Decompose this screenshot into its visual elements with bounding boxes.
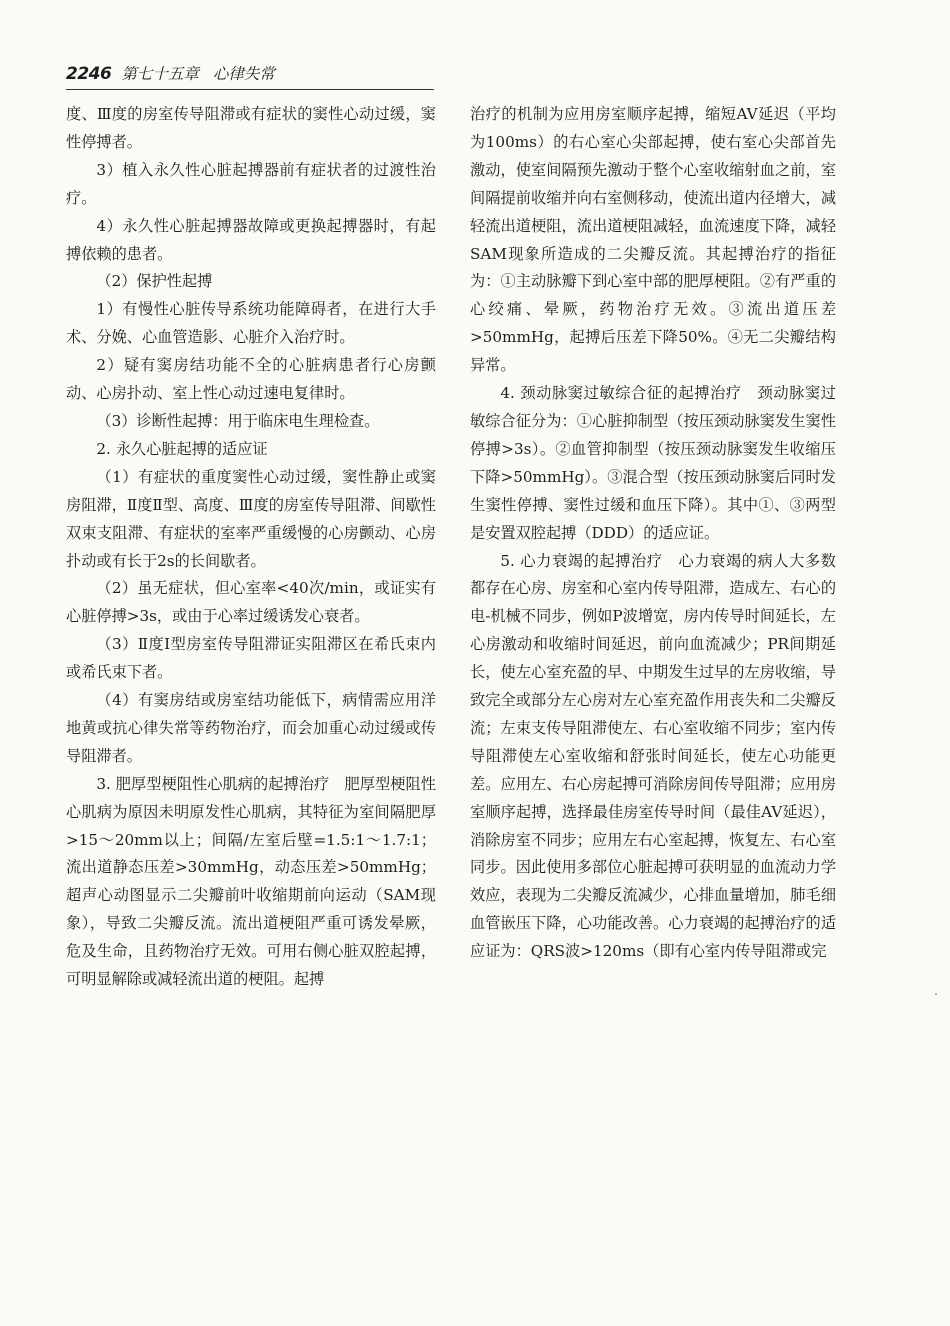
running-header <box>66 62 866 88</box>
paragraph: （3）诊断性起搏：用于临床电生理检查。 <box>96 411 380 430</box>
right-column <box>470 101 836 966</box>
chapter-title: 心律失常 <box>212 65 275 83</box>
paragraph: 治疗的机制为应用房室顺序起搏，缩短AV延迟（平均为100ms）的右心室心尖部起搏，使右室心尖部首先激动，使室间隔预先激动于整个心室收缩射血之前，室间隔提前收缩并向右室侧移动，使流出道内径增大，减轻流出道梗阻，流出道梗阻减轻，血流速度下降，减轻SAM现象所造成的二尖瓣反流。其起搏治疗的指征为：①主动脉瓣下到心室中部的肥厚梗阻。②有严重的心绞痛、晕厥，药物治疗无效。③流出道压差>50mmHg，起搏后压差下降50%。④无二尖瓣结构异常。 <box>470 105 836 375</box>
chapter-label: 第七十五章 <box>121 65 199 83</box>
scan-speck <box>935 993 937 995</box>
paragraph: 2）疑有窦房结功能不全的心脏病患者行心房颤动、心房扑动、室上性心动过速电复律时。 <box>66 356 436 403</box>
paragraph: （2）虽无症状，但心室率<40次/min，或证实有心脏停搏>3s，或由于心率过缓诱发心衰者。 <box>66 579 436 626</box>
paragraph: （3）Ⅱ度Ⅰ型房室传导阻滞证实阻滞区在希氏束内或希氏束下者。 <box>66 635 436 682</box>
paragraph: 3）植入永久性心脏起搏器前有症状者的过渡性治疗。 <box>66 160 436 207</box>
paragraph: 3. 肥厚型梗阻性心肌病的起搏治疗 肥厚型梗阻性心肌病为原因未明原发性心肌病，其特征为室间隔肥厚>15～20mm以上；间隔/左室后壁=1.5:1～1.7:1；流出道静态压差>30mmHg，动态压差>50mmHg；超声心动图显示二尖瓣前叶收缩期前向运动（SAM现象），导致二尖瓣反流。流出道梗阻严重可诱发晕厥，危及生命，且药物治疗无效。可用右侧心脏双腔起搏，可明显解除或减轻流出道的梗阻。起搏 <box>66 774 436 989</box>
paragraph: 度、Ⅲ度的房室传导阻滞或有症状的窦性心动过缓，窦性停搏者。 <box>66 105 436 151</box>
left-column <box>66 101 436 994</box>
paragraph: （2）保护性起搏 <box>96 272 213 291</box>
paragraph: 1）有慢性心脏传导系统功能障碍者，在进行大手术、分娩、心血管造影、心脏介入治疗时。 <box>66 300 436 347</box>
paragraph: （1）有症状的重度窦性心动过缓，窦性静止或窦房阻滞，Ⅱ度Ⅱ型、高度、Ⅲ度的房室传导阻滞、间歇性双束支阻滞、有症状的室率严重缓慢的心房颤动、心房扑动或有长于2s的长间歇者。 <box>66 467 436 570</box>
paragraph: （4）有窦房结或房室结功能低下，病情需应用洋地黄或抗心律失常等药物治疗，而会加重心动过缓或传导阻滞者。 <box>66 691 436 765</box>
paragraph: 5. 心力衰竭的起搏治疗 心力衰竭的病人大多数都存在心房、房室和心室内传导阻滞，造成左、右心的电-机械不同步，例如P波增宽，房内传导时间延长，左心房激动和收缩时间延迟，前向血流减少；PR间期延长，使左心室充盈的早、中期发生过早的左房收缩，导致完全或部分左心房对左心室充盈作用丧失和二尖瓣反流；左束支传导阻滞使左、右心室收缩不同步；室内传导阻滞使左心室收缩和舒张时间延长，使左心功能更差。应用左、右心房起搏可消除房间传导阻滞；应用房室顺序起搏，选择最佳房室传导时间（最佳AV延迟），消除房室不同步；应用左右心室起搏，恢复左、右心室同步。因此使用多部位心脏起搏可获明显的血流动力学效应，表现为二尖瓣反流减少，心排血量增加，肺毛细血管嵌压下降，心功能改善。心力衰竭的起搏治疗的适应证为：QRS波>120ms（即有心室内传导阻滞或完 <box>470 551 836 961</box>
paragraph: 4）永久性心脏起搏器故障或更换起搏器时，有起搏依赖的患者。 <box>66 216 436 263</box>
page-number: 2246 <box>66 64 112 84</box>
header-rule <box>66 89 434 90</box>
section-heading: 2. 永久心脏起搏的适应证 <box>96 439 268 458</box>
paragraph: 4. 颈动脉窦过敏综合征的起搏治疗 颈动脉窦过敏综合征分为：①心脏抑制型（按压颈动脉窦发生窦性停搏>3s）。②血管抑制型（按压颈动脉窦发生收缩压下降>50mmHg）。③混合型（按压颈动脉窦后同时发生窦性停搏、窦性过缓和血压下降）。其中①、③两型是安置双腔起搏（DDD）的适应证。 <box>470 384 836 542</box>
